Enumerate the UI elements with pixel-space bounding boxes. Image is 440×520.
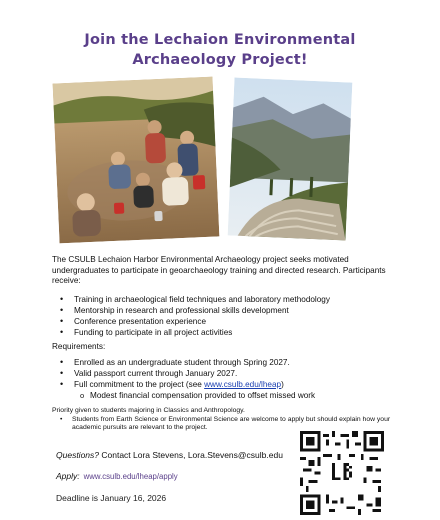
title-line-1: Join the Lechaion Environmental: [84, 32, 356, 48]
questions-label: Questions?: [56, 450, 99, 460]
priority-bullet: • Students from Earth Science or Environmental Science are welcome to apply but should explain how your academic pursuits are relevant to the project.: [60, 416, 407, 432]
title-line-2: Archaeology Project!: [132, 52, 308, 68]
lheap-link[interactable]: www.csulb.edu/lheap: [204, 380, 282, 389]
compensation-sub-item: o Modest financial compensation provided to offset missed work: [90, 391, 390, 400]
benefits-list: [60, 294, 390, 338]
apply-label: Apply:: [56, 471, 80, 481]
req-suffix: ): [281, 380, 284, 389]
list-item: • Training in archaeological field techniques and laboratory methodology: [60, 294, 390, 305]
list-item: • Enrolled as an undergraduate student through Spring 2027.: [60, 357, 390, 368]
apply-line: [56, 471, 178, 481]
ruins-landscape-photo: [228, 78, 353, 241]
list-item: • Mentorship in research and professional skills development: [60, 305, 390, 316]
priority-note: Priority given to students majoring in Classics and Anthropology.: [52, 407, 245, 414]
list-item: • Valid passport current through January 2027.: [60, 368, 390, 379]
req-prefix: Full commitment to the project (see: [74, 380, 205, 389]
contact-text: Contact Lora Stevens, Lora.Stevens@csulb.edu: [99, 450, 283, 460]
qr-code[interactable]: [300, 431, 384, 515]
requirements-heading: Requirements:: [52, 342, 106, 351]
requirements-list: [60, 357, 390, 390]
deadline-text: Deadline is January 16, 2026: [56, 493, 167, 503]
contact-line: [56, 450, 283, 460]
intro-paragraph: The CSULB Lechaion Harbor Environmental Archaeology project seeks motivated undergraduates to participate in geoarchaeology training and directed research. Participants receive:: [52, 255, 386, 286]
apply-link[interactable]: www.csulb.edu/lheap/apply: [83, 472, 178, 481]
list-item: • Conference presentation experience: [60, 316, 390, 327]
field-team-photo: [53, 77, 220, 244]
list-item: [60, 379, 390, 390]
list-item: • Funding to participate in all project activities: [60, 327, 390, 338]
flyer-title: [0, 30, 440, 70]
